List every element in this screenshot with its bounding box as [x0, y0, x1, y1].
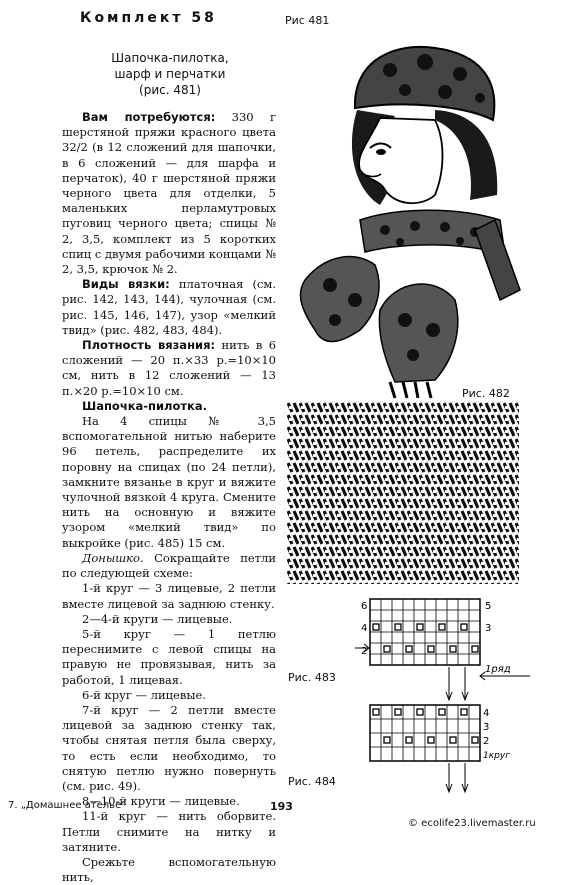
paragraph-cut-thread: Срежьте вспомогательную нить,	[62, 854, 276, 885]
paragraph-hat-heading	[62, 399, 276, 414]
paragraph-round-7: 7-й круг — 2 петли вместе лицевой за заднюю стенку так, чтобы снятая петля была сверху, то есть если необходимо, то снятую петлю нужно повернуть (см. рис. 49).	[62, 702, 276, 793]
paragraph-stitch-types	[62, 277, 276, 338]
footer-publication: 7. „Домашнее ателье“	[8, 800, 127, 811]
chart-483-row-label: 6	[361, 601, 368, 612]
watermark: © ecolife23.livemaster.ru	[408, 818, 536, 829]
paragraph-gauge	[62, 338, 276, 399]
crown-text: Сокращайте петли по следующей схеме:	[62, 550, 276, 581]
stitch-types-text: платочная (см. рис. 142, 143, 144), чулочная (см. рис. 145, 146, 147), узор «мелкий твид» (рис. 482, 483, 484).	[62, 277, 276, 337]
chart-484-row-label: 4	[483, 708, 490, 719]
stitch-types-label: Виды вязки:	[82, 277, 170, 292]
chart-483-row-label: 5	[485, 601, 492, 612]
figure-481-illustration	[285, 30, 535, 400]
section-subtitle	[70, 50, 270, 98]
crown-label: Донышко.	[82, 550, 144, 565]
figure-483-caption: Рис. 483	[288, 671, 336, 684]
figure-481-caption: Рис 481	[285, 14, 330, 27]
paragraph-round-8-10: 8—10-й круги — лицевые.	[82, 794, 240, 809]
paragraph-round-1: 1-й круг — 3 лицевые, 2 петли вместе лицевой за заднюю стенку.	[62, 581, 276, 611]
materials-label: Вам потребуются:	[82, 110, 216, 124]
paragraph-round-6: 6-й круг — лицевые.	[82, 687, 206, 702]
gauge-text: нить в 6 сложений — 20 п.×33 р.=10×10 см, нить в 12 сложений — 13 п.×20 р.=10×10 см.	[62, 338, 277, 398]
subtitle-line-3: (рис. 481)	[139, 83, 201, 97]
paragraph-crown	[62, 551, 276, 581]
paragraph-round-2-4: 2—4-й круги — лицевые.	[82, 611, 233, 626]
paragraph-materials	[62, 110, 276, 277]
chart-484-row-label: 1круг	[483, 751, 510, 761]
chart-483-row-label: 4	[361, 623, 368, 634]
paragraph-round-11: 11-й круг — нить оборвите. Петли снимите на нитку и затяните.	[62, 809, 276, 854]
body-text-column	[62, 110, 276, 885]
hat-heading: Шапочка-пилотка.	[82, 398, 207, 413]
chart-483-row-label: 2	[361, 646, 368, 657]
chart-484-row-label: 2	[483, 736, 490, 747]
figure-484-caption: Рис. 484	[288, 775, 336, 788]
paragraph-hat-cast-on: На 4 спицы № 3,5 вспомогательной нитью наберите 96 петель, распределите их поровну на спицах (по 24 петли), замкните вязанье в круг и вяжите чулочной вязкой 4 круга. Смените нить на основную и вяжите узором «мелкий твид» по выкройке (рис. 485) 15 см.	[62, 414, 276, 550]
figure-483-chart	[355, 594, 535, 704]
chart-484-row-label: 3	[483, 722, 490, 733]
materials-text: 330 г шерстяной пряжи красного цвета 32/2 (в 12 сложений для шапочки, в 6 сложений — для шарфа и перчаток), 40 г шерстяной пряжи черного цвета для отделки, 5 маленьких перламутровых пуговиц черного цвета; спицы № 2, 3,5, комплект из 5 коротких спиц с двумя рабочими концами № 2, 3,5, крючок № 2.	[62, 110, 276, 277]
gauge-label: Плотность вязания:	[82, 338, 216, 353]
figure-482-caption: Рис. 482	[462, 387, 510, 400]
chart-483-row-label: 3	[485, 623, 492, 634]
paragraph-round-5: 5-й круг — 1 петлю переснимите с левой спицы на правую не провязывая, нить за работой, 1 лицевая.	[62, 626, 276, 687]
subtitle-line-1: Шапочка-пилотка,	[111, 51, 229, 65]
page-title: Комплект 58	[80, 10, 217, 26]
chart-483-row-label: 1ряд	[485, 664, 511, 675]
page-number: 193	[270, 800, 293, 813]
figure-484-chart	[355, 700, 535, 796]
figure-482-texture	[287, 402, 519, 584]
subtitle-line-2: шарф и перчатки	[114, 67, 226, 81]
